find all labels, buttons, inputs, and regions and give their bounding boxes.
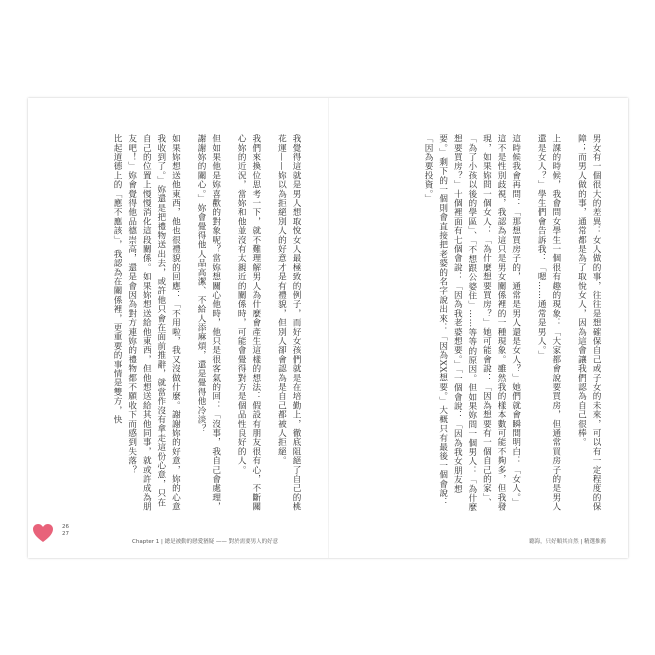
paragraph: 比起道德上的「應不應該」，我認為在關係裡，更重要的事情是雙方，快 — [112, 134, 123, 425]
book-spread — [28, 98, 628, 558]
paragraph: 我們來換位思考一下，就不難理解男人為什麼會產生這樣的想法：假設有朋友很有心，不斷關心妳的近況，當妳和他並沒有太親近的關係時，可能會覺得對方是個品性良好的人。 — [236, 134, 261, 512]
right-page-body — [338, 134, 614, 512]
right-page — [329, 98, 628, 558]
paragraph: 男女有一個很大的差異：女人做的事，往往是想確保自己或子女的未來，可以有一定程度的保障；而男人做的事，通常都是為了取悅女人，因為這會讓我們認為自己很棒。 — [576, 134, 601, 512]
heart-icon — [32, 523, 54, 543]
left-page — [28, 98, 328, 558]
paragraph: 這時候我會再問：「那想買房子的，通常是男人還是女人？」她們就會瞬間明白：「女人。」 — [510, 134, 521, 507]
paragraph: 但如果他是妳喜歡的對象呢？當妳想關心他時，他只是很客氣的回：「沒事，我自己會處理，謝謝妳的關心。」妳會覺得他人品高潔、不給人添麻煩，還是覺得他冷淡？ — [196, 134, 221, 512]
paragraph: 我覺得這就是男人想取悅女人最極致的例子，而好女孩們就是在培勤上，徹底阻絕了自己的桃花運——妳以為拒絕別人的好意才是有禮貌，但別人卻會認為是自己都被人拒絕。 — [276, 134, 301, 512]
paragraph: 如果妳想送他東西，他也很禮貌的回應：「不用啦，我又沒做什麼。謝謝妳的好意，妳的心意我收到了。」妳還是把禮物送出去，或許他只會在面前推辭，就當作沒有拿走這份心意，只在自己的位置上慢慢消化這段關係。如果妳想送給他東西，但他想送給其他同事，就或許成為朋友吧！」妳會覺得他品德崇高，還是會因為對方連妳的禮物都不願收下而感到失落？ — [126, 134, 181, 512]
paragraph: 上課的時候，我會問女學生一個很有趣的現象：「大家都會說要買房，但通常買房子的是男人還是女人？」學生們會告訴我：「嗯……通常是男人。」 — [536, 134, 561, 512]
left-page-body — [44, 134, 314, 512]
chapter-footer: Chapter 1 | 總是被動的戀愛猶疑 —— 對於需要男人的好意 — [132, 539, 279, 545]
paragraph: 這不是性別歧視，我認為這只是男女關係裡的一種現象。雖然我的樣本數可能不夠多，但我發現，如果妳問一個女人：「為什麼想要買房？」她可能會說：「因為想要有一個自己的家」、「為了小孩以後的學區」、「不想跟公婆住」……等等的原因。但如果妳問一個男人：「為什麼想要買房？」十個裡面有七個會說：「因為我老婆想要。」「一個會說：「因為我女朋友想要。」剩下的一個則會直接把老婆的名字說出來：「因為XX想要。」大概只有最後一個會說：「因為要投資。」 — [423, 134, 507, 512]
running-footer: 聽海，只好順其自然 | 精選推薦 — [529, 539, 606, 545]
page-numbers: 26 27 — [62, 524, 69, 537]
